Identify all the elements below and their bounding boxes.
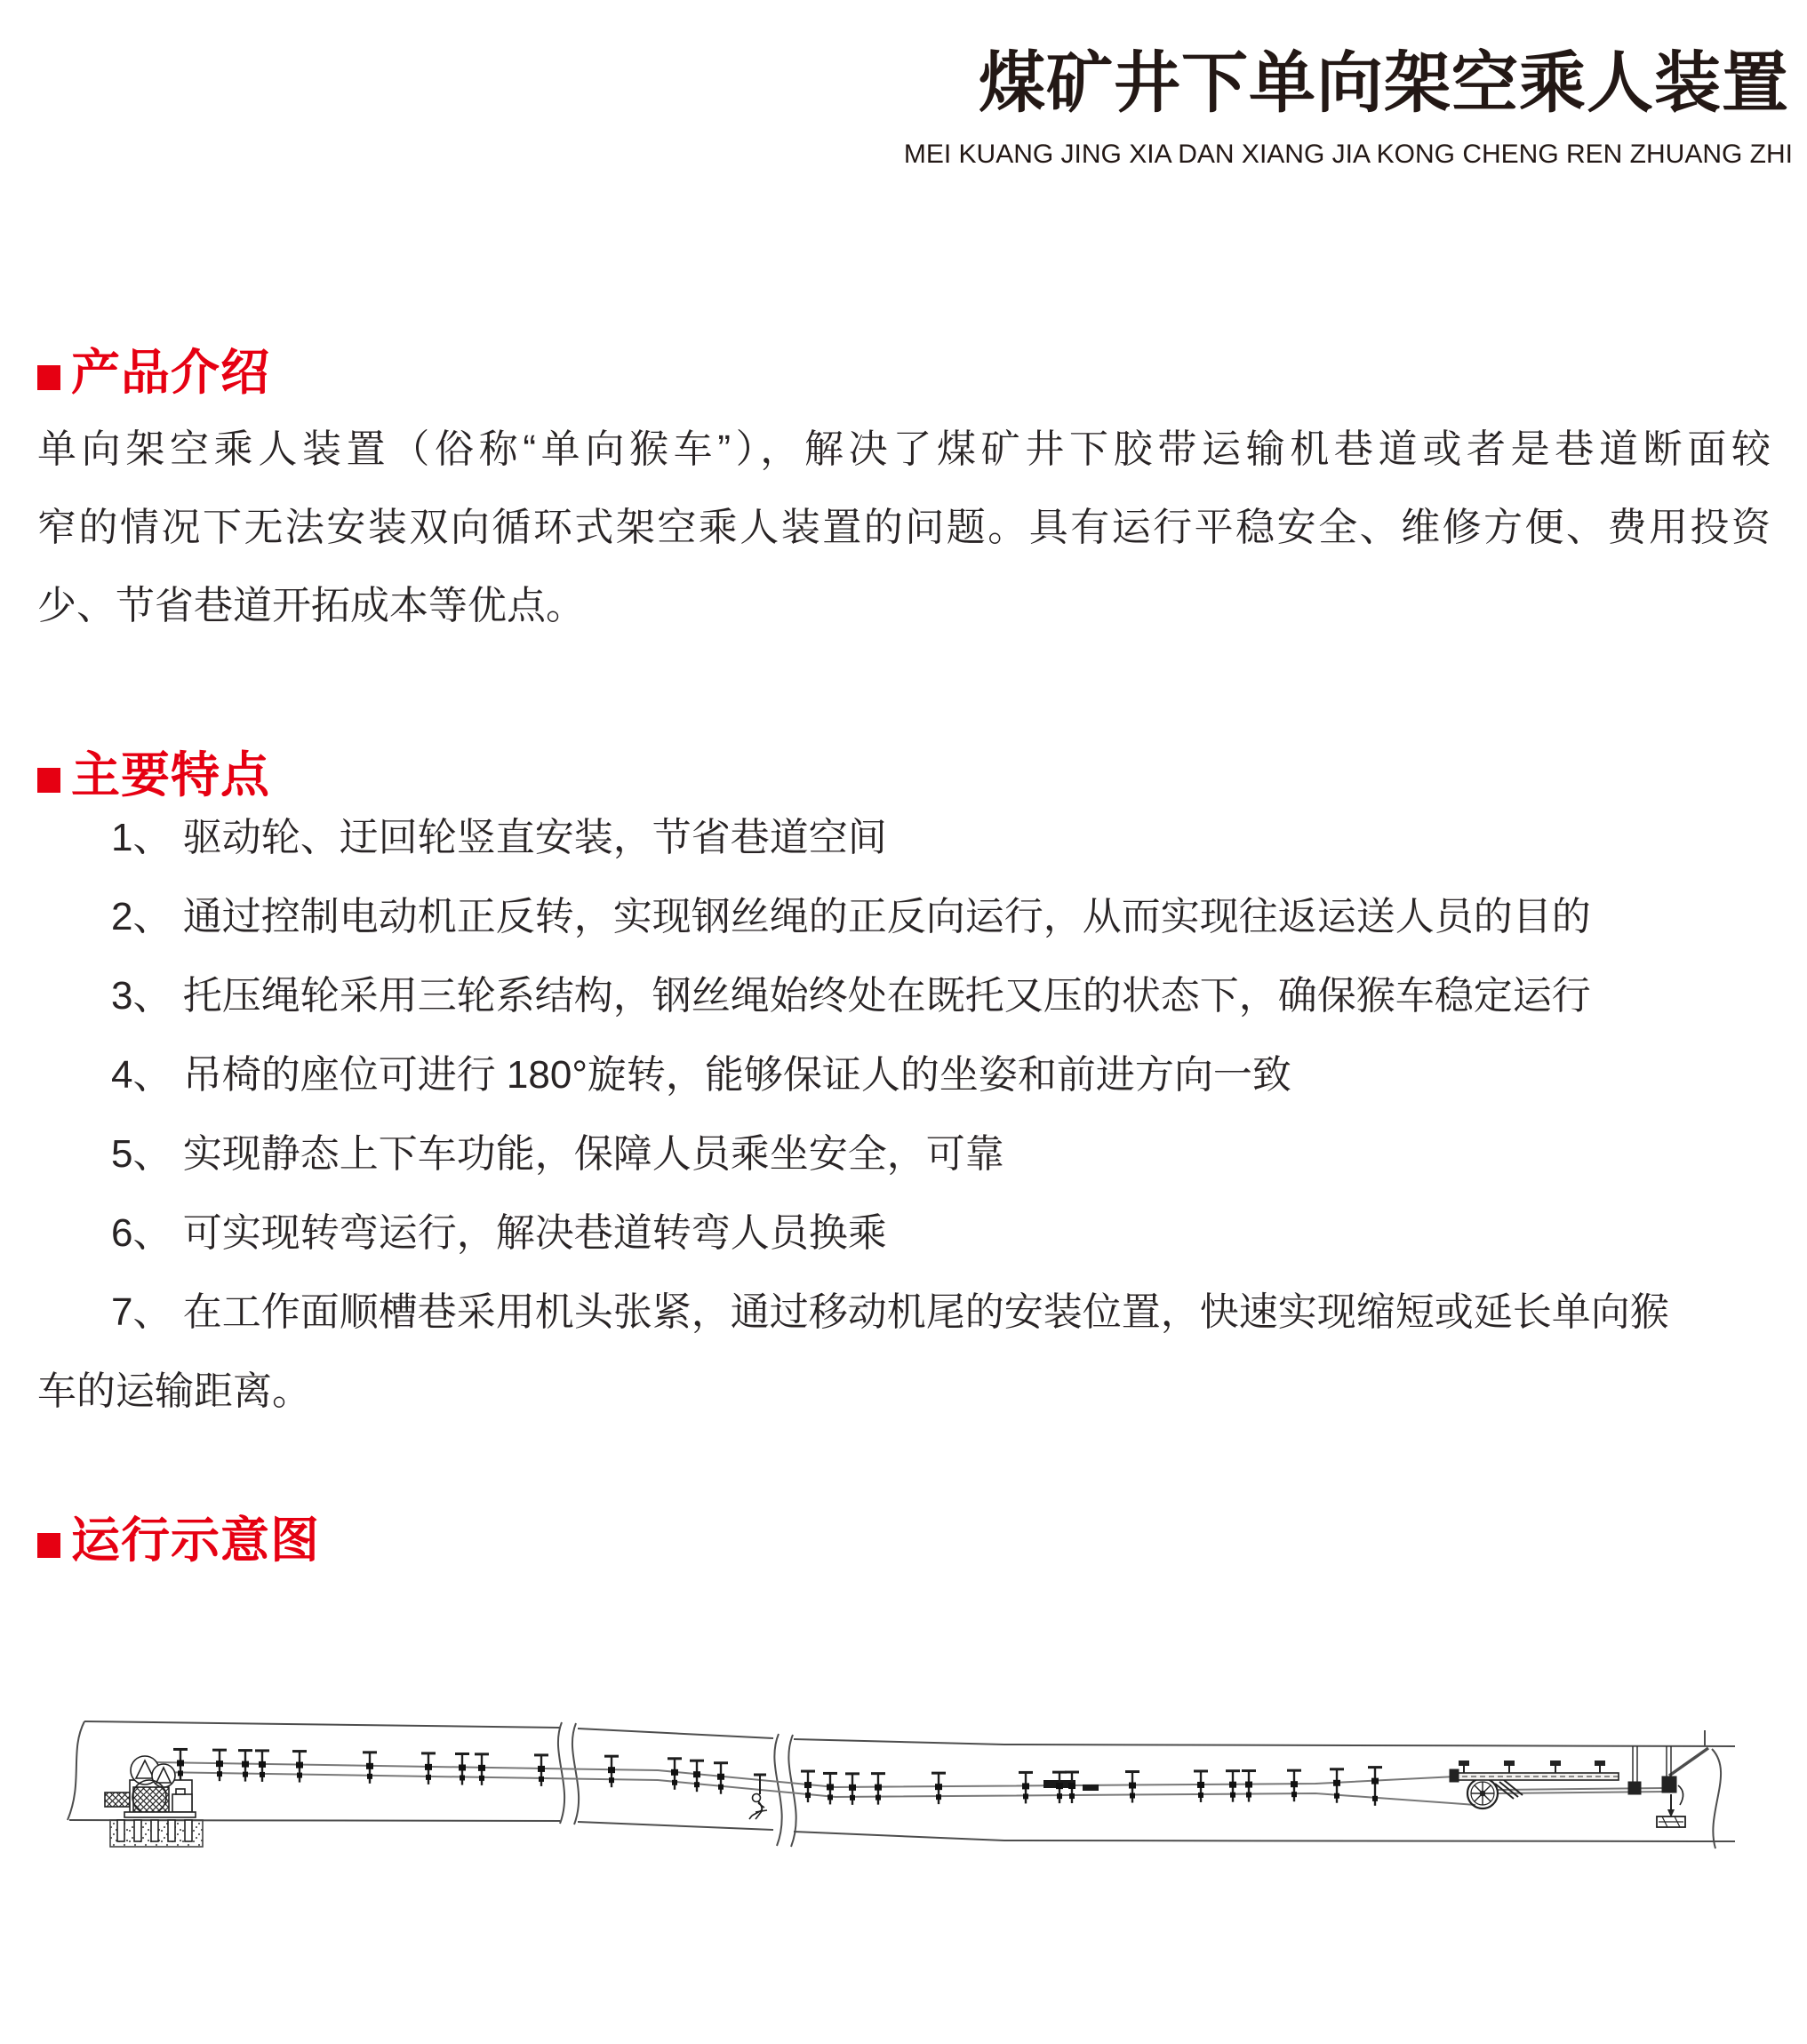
intro-paragraph-line: 单向架空乘人装置（俗称“单向猴车”），解决了煤矿井下胶带运输机巷道或者是巷道断面较 bbox=[37, 427, 1771, 471]
page-title: 煤矿井下单向架空乘人装置 bbox=[978, 45, 1789, 120]
feature-item: 1、 驱动轮、迂回轮竖直安装，节省巷道空间 bbox=[111, 816, 887, 859]
tension-beam bbox=[1450, 1761, 1619, 1782]
tail-wheel bbox=[1467, 1778, 1523, 1808]
counterweight bbox=[1657, 1816, 1685, 1827]
section-heading-label: 产品介绍 bbox=[71, 345, 271, 400]
feature-item: 2、 通过控制电动机正反转，实现钢丝绳的正反向运行，从而实现往返运送人员的目的 bbox=[111, 895, 1591, 938]
intro-paragraph-line: 窄的情况下无法安装双向循环式架空乘人装置的问题。具有运行平稳安全、维修方便、费用投资 bbox=[37, 506, 1771, 549]
rope-lines bbox=[156, 1762, 1664, 1805]
feature-items bbox=[37, 798, 1771, 1352]
red-square-bullet-icon bbox=[37, 1533, 60, 1558]
intro-paragraph bbox=[37, 411, 1771, 645]
feature-item: 4、 吊椅的座位可进行 180°旋转，能够保证人的坐姿和前进方向一致 bbox=[111, 1053, 1291, 1097]
beam-posts bbox=[1459, 1761, 1604, 1773]
section-heading-intro bbox=[37, 345, 271, 400]
drive-station bbox=[105, 1756, 203, 1847]
tension-station bbox=[1628, 1746, 1685, 1827]
red-square-bullet-icon bbox=[37, 365, 60, 390]
rider-figure bbox=[749, 1775, 767, 1819]
feature-item: 7、 在工作面顺槽巷采用机头张紧，通过移动机尾的安装位置，快速实现缩短或延长单向猴 bbox=[111, 1290, 1669, 1334]
page-title-pinyin: MEI KUANG JING XIA DAN XIANG JIA KONG CHENG REN ZHUANG ZHI bbox=[903, 140, 1793, 169]
foundation-block bbox=[110, 1820, 203, 1847]
feature-item: 3、 托压绳轮采用三轮系结构，钢丝绳始终处在既托又压的状态下，确保猴车稳定运行 bbox=[111, 974, 1591, 1018]
intro-paragraph-line: 少、节省巷道开拓成本等优点。 bbox=[37, 584, 585, 627]
feature-item-continuation: 车的运输距离。 bbox=[37, 1369, 311, 1413]
section-heading-diagram bbox=[37, 1513, 321, 1568]
feature-item: 5、 实现静态上下车功能，保障人员乘坐安全，可靠 bbox=[111, 1132, 1004, 1176]
operation-diagram bbox=[53, 1711, 1751, 1866]
tunnel-outline bbox=[68, 1721, 1735, 1841]
section-heading-features bbox=[37, 747, 271, 802]
section-heading-label: 主要特点 bbox=[71, 747, 271, 802]
red-square-bullet-icon bbox=[37, 768, 60, 793]
feature-list bbox=[37, 798, 1771, 1431]
section-heading-label: 运行示意图 bbox=[71, 1513, 321, 1568]
feature-item: 6、 可实现转弯运行，解决巷道转弯人员换乘 bbox=[111, 1211, 887, 1255]
hanger-posts bbox=[173, 1749, 1382, 1805]
tunnel-break-left bbox=[68, 1721, 84, 1820]
